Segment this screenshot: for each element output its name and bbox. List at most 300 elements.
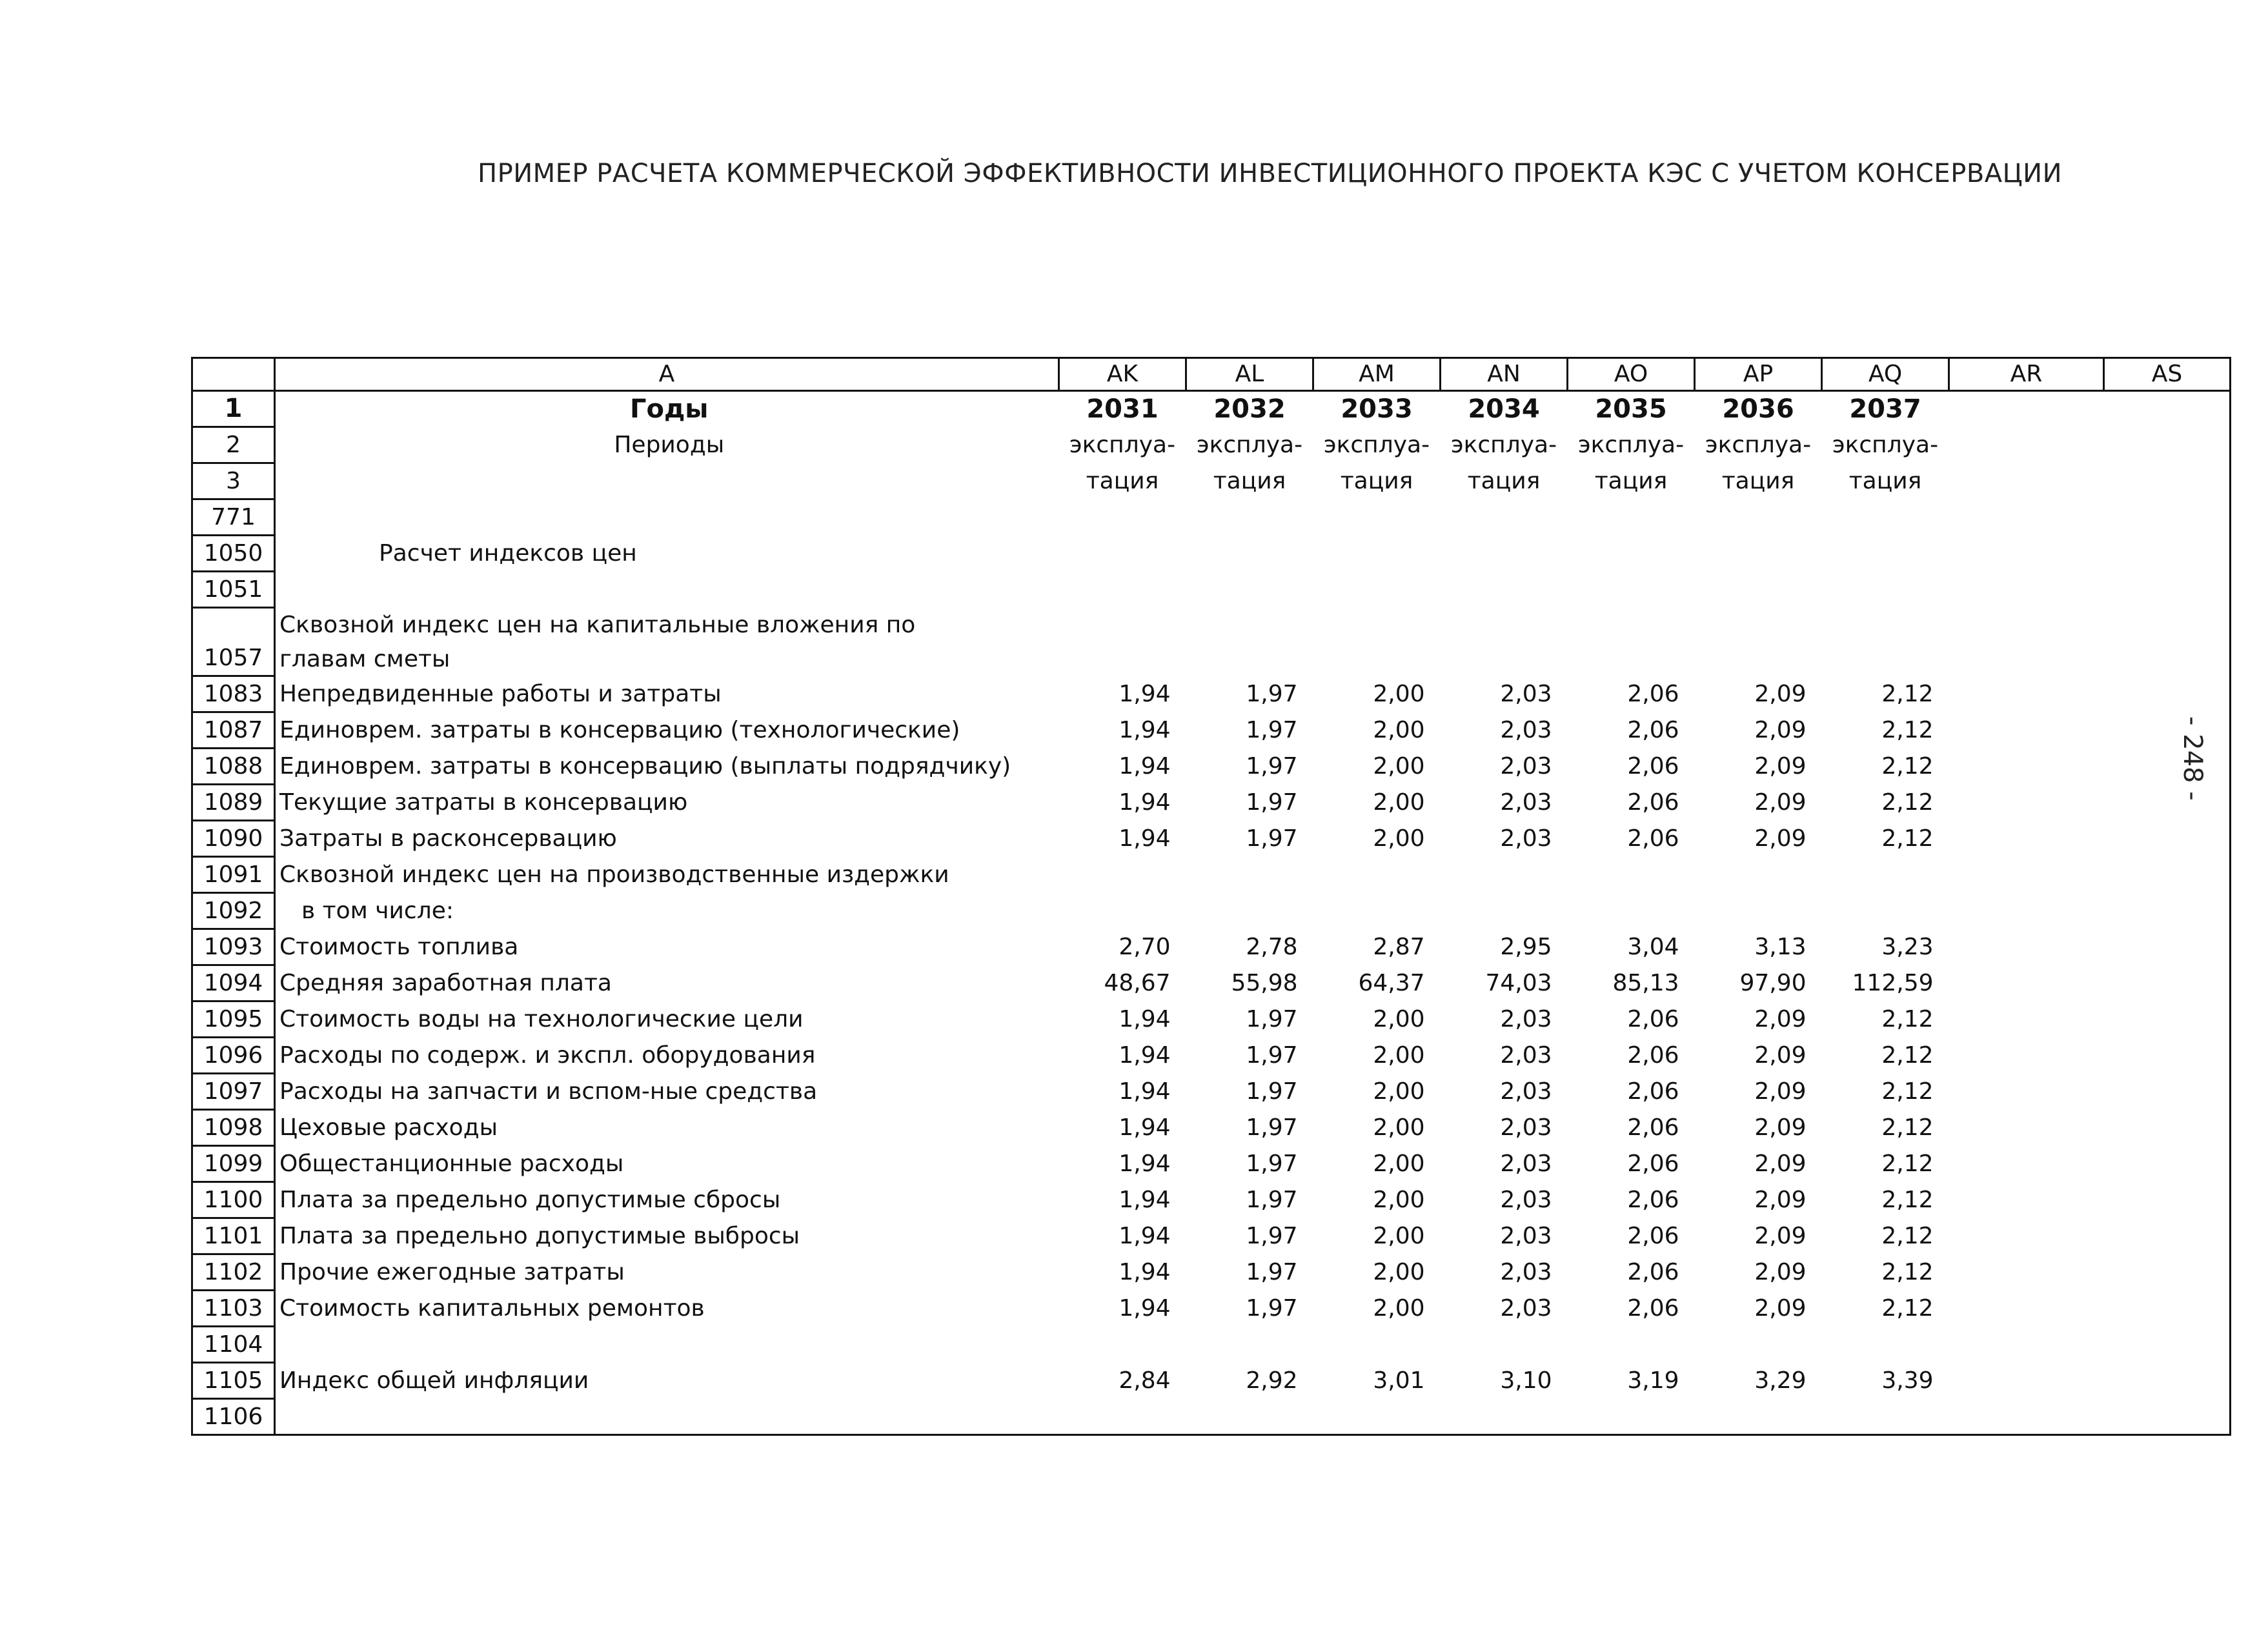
value-cell[interactable] [1568, 1327, 1695, 1363]
value-cell[interactable] [1949, 1001, 2104, 1038]
value-cell[interactable]: 2,92 [1246, 1367, 1298, 1394]
value-cell[interactable] [1313, 1327, 1441, 1363]
value-cell[interactable]: 3,04 [1627, 934, 1679, 960]
value-cell[interactable]: 2,87 [1373, 934, 1425, 960]
value-cell[interactable]: 2,12 [1881, 753, 1934, 780]
value-cell[interactable]: 1,97 [1246, 1295, 1298, 1322]
value-cell[interactable] [1949, 1146, 2104, 1182]
value-cell[interactable]: 2,03 [1500, 1223, 1552, 1249]
value-cell[interactable] [2104, 1110, 2231, 1146]
value-cell[interactable]: 1,97 [1246, 825, 1298, 852]
value-cell[interactable]: 1,97 [1246, 1114, 1298, 1141]
column-header[interactable]: AO [1568, 358, 1695, 391]
row-number[interactable]: 1095 [192, 1001, 275, 1038]
value-cell[interactable] [1186, 1327, 1313, 1363]
value-cell[interactable]: 2,00 [1373, 1042, 1425, 1069]
value-cell[interactable]: 2,12 [1881, 1259, 1934, 1285]
row-number[interactable]: 771 [192, 499, 275, 536]
value-cell[interactable] [1949, 929, 2104, 965]
value-cell[interactable]: 1,97 [1246, 1151, 1298, 1177]
value-cell[interactable] [2104, 1399, 2231, 1435]
header-cell[interactable]: эксплуа- [1577, 432, 1685, 458]
value-cell[interactable] [1568, 572, 1695, 608]
value-cell[interactable]: 1,94 [1119, 1151, 1171, 1177]
value-cell[interactable]: 2,09 [1754, 1223, 1807, 1249]
row-number[interactable]: 1098 [192, 1110, 275, 1146]
value-cell[interactable]: 2,00 [1373, 825, 1425, 852]
value-cell[interactable] [1949, 499, 2104, 536]
row-label[interactable]: Затраты в расконсервацию [275, 821, 1059, 857]
value-cell[interactable] [2104, 1254, 2231, 1291]
value-cell[interactable]: 3,10 [1500, 1367, 1552, 1394]
value-cell[interactable]: 2,00 [1373, 1078, 1425, 1105]
value-cell[interactable] [1949, 1254, 2104, 1291]
value-cell[interactable]: 2,00 [1373, 717, 1425, 743]
value-cell[interactable] [1313, 536, 1441, 572]
value-cell[interactable] [1949, 1182, 2104, 1218]
row-label[interactable]: Единоврем. затраты в консервацию (технологические) [275, 712, 1059, 749]
value-cell[interactable]: 1,94 [1119, 681, 1171, 707]
row-label[interactable]: Непредвиденные работы и затраты [275, 676, 1059, 712]
row-number[interactable]: 1088 [192, 749, 275, 785]
value-cell[interactable] [1313, 572, 1441, 608]
row-label[interactable]: Стоимость топлива [275, 929, 1059, 965]
value-cell[interactable]: 2,03 [1500, 1187, 1552, 1213]
row-label[interactable]: Единоврем. затраты в консервацию (выплаты подрядчику) [275, 749, 1059, 785]
header-cell[interactable] [1949, 463, 2104, 499]
row-number[interactable]: 1051 [192, 572, 275, 608]
row-label[interactable]: Стоимость капитальных ремонтов [275, 1291, 1059, 1327]
value-cell[interactable]: 2,00 [1373, 1187, 1425, 1213]
column-header[interactable]: AQ [1822, 358, 1949, 391]
row-number[interactable]: 1102 [192, 1254, 275, 1291]
row-number[interactable]: 1103 [192, 1291, 275, 1327]
value-cell[interactable]: 1,94 [1119, 1114, 1171, 1141]
value-cell[interactable]: 2,09 [1754, 717, 1807, 743]
header-cell[interactable]: 2033 [1341, 394, 1413, 424]
value-cell[interactable] [1186, 893, 1313, 929]
row-label[interactable]: Средняя заработная плата [275, 965, 1059, 1001]
value-cell[interactable]: 2,06 [1627, 1114, 1679, 1141]
row-label[interactable]: Сквозной индекс цен на производственные издержки [275, 857, 1059, 893]
value-cell[interactable]: 2,09 [1754, 1078, 1807, 1105]
value-cell[interactable] [1949, 1363, 2104, 1399]
row-number[interactable]: 1096 [192, 1038, 275, 1074]
value-cell[interactable]: 1,94 [1119, 1259, 1171, 1285]
header-cell[interactable]: 2031 [1086, 394, 1159, 424]
value-cell[interactable]: 2,00 [1373, 789, 1425, 816]
value-cell[interactable]: 1,94 [1119, 1187, 1171, 1213]
value-cell[interactable]: 2,03 [1500, 681, 1552, 707]
row-number[interactable]: 1093 [192, 929, 275, 965]
value-cell[interactable]: 2,09 [1754, 681, 1807, 707]
value-cell[interactable] [1059, 893, 1186, 929]
value-cell[interactable]: 2,70 [1119, 934, 1171, 960]
value-cell[interactable] [1313, 608, 1441, 676]
row-number[interactable]: 1050 [192, 536, 275, 572]
value-cell[interactable]: 2,09 [1754, 1151, 1807, 1177]
row-label[interactable]: Плата за предельно допустимые выбросы [275, 1218, 1059, 1254]
row-number[interactable]: 1087 [192, 712, 275, 749]
header-cell[interactable]: эксплуа- [1705, 432, 1812, 458]
value-cell[interactable]: 2,06 [1627, 1187, 1679, 1213]
value-cell[interactable] [1441, 857, 1568, 893]
row-number[interactable]: 1099 [192, 1146, 275, 1182]
value-cell[interactable] [2104, 676, 2231, 712]
column-header[interactable]: AK [1059, 358, 1186, 391]
value-cell[interactable] [1822, 857, 1949, 893]
column-header[interactable]: AM [1313, 358, 1441, 391]
value-cell[interactable] [1695, 1399, 1822, 1435]
row-label[interactable]: Расходы по содерж. и экспл. оборудования [275, 1038, 1059, 1074]
value-cell[interactable] [1313, 1399, 1441, 1435]
value-cell[interactable]: 2,12 [1881, 825, 1934, 852]
header-cell[interactable]: эксплуа- [1196, 432, 1303, 458]
value-cell[interactable] [1949, 1291, 2104, 1327]
header-cell[interactable]: эксплуа- [1450, 432, 1557, 458]
value-cell[interactable] [1695, 536, 1822, 572]
value-cell[interactable] [1822, 499, 1949, 536]
value-cell[interactable]: 2,78 [1246, 934, 1298, 960]
value-cell[interactable]: 2,03 [1500, 789, 1552, 816]
value-cell[interactable]: 1,94 [1119, 753, 1171, 780]
value-cell[interactable] [2104, 857, 2231, 893]
value-cell[interactable] [1949, 857, 2104, 893]
value-cell[interactable] [1441, 536, 1568, 572]
value-cell[interactable]: 64,37 [1358, 970, 1425, 996]
header-cell[interactable]: эксплуа- [1323, 432, 1430, 458]
value-cell[interactable]: 1,97 [1246, 1223, 1298, 1249]
header-cell[interactable]: тация [1594, 468, 1668, 494]
value-cell[interactable]: 2,03 [1500, 753, 1552, 780]
value-cell[interactable]: 1,97 [1246, 1042, 1298, 1069]
value-cell[interactable]: 2,06 [1627, 1006, 1679, 1032]
value-cell[interactable] [1949, 965, 2104, 1001]
value-cell[interactable] [1949, 1074, 2104, 1110]
value-cell[interactable]: 1,97 [1246, 1187, 1298, 1213]
value-cell[interactable]: 2,06 [1627, 789, 1679, 816]
value-cell[interactable] [1822, 1327, 1949, 1363]
value-cell[interactable]: 2,12 [1881, 1006, 1934, 1032]
row-label[interactable] [275, 608, 1059, 676]
value-cell[interactable]: 2,09 [1754, 789, 1807, 816]
value-cell[interactable]: 2,12 [1881, 1042, 1934, 1069]
row-label[interactable] [275, 1327, 1059, 1363]
header-cell[interactable]: 2032 [1213, 394, 1286, 424]
value-cell[interactable]: 2,00 [1373, 1151, 1425, 1177]
value-cell[interactable] [1695, 893, 1822, 929]
value-cell[interactable] [1441, 1399, 1568, 1435]
header-cell[interactable]: тация [1213, 468, 1286, 494]
value-cell[interactable] [1186, 608, 1313, 676]
value-cell[interactable] [1695, 857, 1822, 893]
value-cell[interactable]: 2,12 [1881, 1078, 1934, 1105]
value-cell[interactable] [1949, 572, 2104, 608]
value-cell[interactable]: 2,09 [1754, 825, 1807, 852]
value-cell[interactable]: 1,97 [1246, 1078, 1298, 1105]
value-cell[interactable] [2104, 572, 2231, 608]
value-cell[interactable]: 1,97 [1246, 753, 1298, 780]
header-cell[interactable] [2104, 391, 2231, 427]
column-header[interactable]: AS [2104, 358, 2231, 391]
column-header[interactable]: AL [1186, 358, 1313, 391]
value-cell[interactable]: 1,94 [1119, 825, 1171, 852]
value-cell[interactable] [1568, 893, 1695, 929]
value-cell[interactable]: 1,97 [1246, 1006, 1298, 1032]
header-cell[interactable]: тация [1340, 468, 1413, 494]
value-cell[interactable]: 1,94 [1119, 717, 1171, 743]
value-cell[interactable]: 2,00 [1373, 681, 1425, 707]
value-cell[interactable] [1568, 536, 1695, 572]
value-cell[interactable] [1059, 1327, 1186, 1363]
value-cell[interactable]: 2,06 [1627, 753, 1679, 780]
value-cell[interactable]: 2,06 [1627, 1078, 1679, 1105]
value-cell[interactable] [1441, 893, 1568, 929]
value-cell[interactable]: 112,59 [1852, 970, 1934, 996]
row-number[interactable]: 1092 [192, 893, 275, 929]
value-cell[interactable]: 1,94 [1119, 1006, 1171, 1032]
value-cell[interactable]: 74,03 [1485, 970, 1552, 996]
value-cell[interactable] [1822, 1399, 1949, 1435]
value-cell[interactable]: 2,06 [1627, 1042, 1679, 1069]
value-cell[interactable]: 2,09 [1754, 1006, 1807, 1032]
header-cell[interactable] [2104, 463, 2231, 499]
value-cell[interactable]: 2,00 [1373, 1295, 1425, 1322]
header-cell[interactable]: эксплуа- [1069, 432, 1176, 458]
value-cell[interactable] [2104, 749, 2231, 785]
value-cell[interactable] [1949, 1038, 2104, 1074]
value-cell[interactable] [1441, 608, 1568, 676]
value-cell[interactable] [1949, 785, 2104, 821]
row-label[interactable]: Плата за предельно допустимые сбросы [275, 1182, 1059, 1218]
row-label[interactable] [275, 463, 1059, 499]
row-label[interactable]: Индекс общей инфляции [275, 1363, 1059, 1399]
value-cell[interactable] [1186, 1399, 1313, 1435]
value-cell[interactable]: 97,90 [1739, 970, 1807, 996]
value-cell[interactable]: 2,84 [1119, 1367, 1171, 1394]
value-cell[interactable]: 2,06 [1627, 1151, 1679, 1177]
value-cell[interactable] [1568, 857, 1695, 893]
value-cell[interactable] [1313, 893, 1441, 929]
value-cell[interactable] [1441, 1327, 1568, 1363]
row-number[interactable]: 1083 [192, 676, 275, 712]
row-label[interactable]: в том числе: [275, 893, 1059, 929]
value-cell[interactable]: 1,97 [1246, 1259, 1298, 1285]
value-cell[interactable]: 2,06 [1627, 1259, 1679, 1285]
row-number[interactable]: 1105 [192, 1363, 275, 1399]
value-cell[interactable]: 2,00 [1373, 1114, 1425, 1141]
value-cell[interactable] [2104, 536, 2231, 572]
value-cell[interactable] [1186, 572, 1313, 608]
value-cell[interactable]: 2,09 [1754, 1295, 1807, 1322]
value-cell[interactable] [1822, 608, 1949, 676]
column-header[interactable]: AR [1949, 358, 2104, 391]
value-cell[interactable] [1949, 893, 2104, 929]
value-cell[interactable] [1949, 1110, 2104, 1146]
value-cell[interactable] [1949, 749, 2104, 785]
value-cell[interactable] [1695, 608, 1822, 676]
header-cell[interactable]: тация [1086, 468, 1159, 494]
row-number[interactable]: 2 [192, 427, 275, 463]
value-cell[interactable] [1949, 1327, 2104, 1363]
value-cell[interactable]: 2,03 [1500, 1114, 1552, 1141]
value-cell[interactable]: 2,09 [1754, 1042, 1807, 1069]
value-cell[interactable] [2104, 1363, 2231, 1399]
value-cell[interactable]: 2,06 [1627, 825, 1679, 852]
value-cell[interactable] [2104, 1001, 2231, 1038]
row-label[interactable] [275, 499, 1059, 536]
value-cell[interactable]: 2,06 [1627, 681, 1679, 707]
value-cell[interactable] [1822, 572, 1949, 608]
value-cell[interactable]: 2,03 [1500, 1006, 1552, 1032]
row-number[interactable]: 1 [192, 391, 275, 427]
value-cell[interactable] [1695, 499, 1822, 536]
value-cell[interactable] [1186, 857, 1313, 893]
value-cell[interactable]: 1,97 [1246, 717, 1298, 743]
value-cell[interactable] [1949, 608, 2104, 676]
value-cell[interactable]: 3,39 [1881, 1367, 1934, 1394]
row-number[interactable]: 1101 [192, 1218, 275, 1254]
value-cell[interactable]: 2,03 [1500, 1295, 1552, 1322]
value-cell[interactable]: 2,03 [1500, 1151, 1552, 1177]
column-header[interactable]: A [275, 358, 1059, 391]
value-cell[interactable] [1568, 608, 1695, 676]
value-cell[interactable]: 2,06 [1627, 717, 1679, 743]
row-number[interactable]: 1106 [192, 1399, 275, 1435]
header-cell[interactable]: 2037 [1849, 394, 1921, 424]
value-cell[interactable] [2104, 1074, 2231, 1110]
value-cell[interactable]: 2,03 [1500, 717, 1552, 743]
value-cell[interactable] [1059, 499, 1186, 536]
value-cell[interactable] [1949, 821, 2104, 857]
value-cell[interactable]: 2,06 [1627, 1223, 1679, 1249]
header-cell[interactable]: эксплуа- [1832, 432, 1939, 458]
value-cell[interactable]: 1,97 [1246, 681, 1298, 707]
value-cell[interactable]: 2,00 [1373, 753, 1425, 780]
value-cell[interactable]: 2,00 [1373, 1259, 1425, 1285]
value-cell[interactable] [1313, 857, 1441, 893]
value-cell[interactable] [2104, 499, 2231, 536]
value-cell[interactable] [1695, 1327, 1822, 1363]
value-cell[interactable] [1568, 499, 1695, 536]
value-cell[interactable]: 2,03 [1500, 825, 1552, 852]
value-cell[interactable]: 1,94 [1119, 1223, 1171, 1249]
value-cell[interactable] [1059, 1399, 1186, 1435]
value-cell[interactable] [1695, 572, 1822, 608]
row-label[interactable]: Годы [275, 391, 1059, 427]
header-cell[interactable] [2104, 427, 2231, 463]
value-cell[interactable]: 2,12 [1881, 1223, 1934, 1249]
row-label[interactable]: Прочие ежегодные затраты [275, 1254, 1059, 1291]
value-cell[interactable] [1441, 572, 1568, 608]
value-cell[interactable] [2104, 785, 2231, 821]
value-cell[interactable] [1186, 499, 1313, 536]
value-cell[interactable]: 3,19 [1627, 1367, 1679, 1394]
row-label[interactable]: Периоды [275, 427, 1059, 463]
value-cell[interactable] [2104, 1291, 2231, 1327]
column-header[interactable]: AN [1441, 358, 1568, 391]
value-cell[interactable] [2104, 712, 2231, 749]
value-cell[interactable]: 2,09 [1754, 1187, 1807, 1213]
value-cell[interactable] [1313, 499, 1441, 536]
value-cell[interactable] [2104, 821, 2231, 857]
value-cell[interactable]: 3,23 [1881, 934, 1934, 960]
row-number[interactable]: 1089 [192, 785, 275, 821]
row-number[interactable]: 1091 [192, 857, 275, 893]
value-cell[interactable] [2104, 965, 2231, 1001]
value-cell[interactable]: 2,09 [1754, 1259, 1807, 1285]
value-cell[interactable]: 2,06 [1627, 1295, 1679, 1322]
header-cell[interactable]: 2035 [1595, 394, 1667, 424]
row-label[interactable]: Расчет индексов цен [275, 536, 1059, 572]
header-cell[interactable]: 2034 [1468, 394, 1540, 424]
value-cell[interactable]: 1,94 [1119, 1295, 1171, 1322]
value-cell[interactable] [1822, 893, 1949, 929]
row-label[interactable]: Расходы на запчасти и вспом-ные средства [275, 1074, 1059, 1110]
value-cell[interactable] [1949, 1218, 2104, 1254]
header-cell[interactable]: тация [1848, 468, 1922, 494]
value-cell[interactable]: 3,01 [1373, 1367, 1425, 1394]
row-label[interactable]: Общестанционные расходы [275, 1146, 1059, 1182]
value-cell[interactable]: 1,94 [1119, 1078, 1171, 1105]
value-cell[interactable]: 2,00 [1373, 1006, 1425, 1032]
value-cell[interactable] [1059, 572, 1186, 608]
value-cell[interactable]: 2,12 [1881, 681, 1934, 707]
value-cell[interactable]: 2,12 [1881, 1295, 1934, 1322]
value-cell[interactable]: 2,12 [1881, 1187, 1934, 1213]
header-cell[interactable]: 2036 [1722, 394, 1794, 424]
value-cell[interactable] [1949, 536, 2104, 572]
value-cell[interactable]: 1,94 [1119, 1042, 1171, 1069]
value-cell[interactable] [1949, 712, 2104, 749]
value-cell[interactable] [2104, 893, 2231, 929]
value-cell[interactable]: 2,00 [1373, 1223, 1425, 1249]
value-cell[interactable]: 2,03 [1500, 1259, 1552, 1285]
value-cell[interactable] [1949, 676, 2104, 712]
value-cell[interactable]: 3,13 [1754, 934, 1807, 960]
row-number[interactable]: 1097 [192, 1074, 275, 1110]
value-cell[interactable] [1568, 1399, 1695, 1435]
value-cell[interactable] [2104, 929, 2231, 965]
value-cell[interactable]: 2,12 [1881, 1151, 1934, 1177]
header-cell[interactable]: тация [1721, 468, 1795, 494]
value-cell[interactable]: 3,29 [1754, 1367, 1807, 1394]
value-cell[interactable]: 2,03 [1500, 1042, 1552, 1069]
value-cell[interactable]: 2,09 [1754, 1114, 1807, 1141]
value-cell[interactable]: 2,12 [1881, 789, 1934, 816]
value-cell[interactable] [2104, 1146, 2231, 1182]
header-cell[interactable]: тация [1467, 468, 1541, 494]
header-cell[interactable] [1949, 427, 2104, 463]
value-cell[interactable] [1822, 536, 1949, 572]
row-label[interactable]: Текущие затраты в консервацию [275, 785, 1059, 821]
value-cell[interactable] [2104, 1038, 2231, 1074]
row-number[interactable]: 1090 [192, 821, 275, 857]
value-cell[interactable]: 1,94 [1119, 789, 1171, 816]
row-number[interactable]: 1094 [192, 965, 275, 1001]
value-cell[interactable] [2104, 1182, 2231, 1218]
row-label[interactable]: Цеховые расходы [275, 1110, 1059, 1146]
row-label[interactable] [275, 572, 1059, 608]
value-cell[interactable] [2104, 1218, 2231, 1254]
value-cell[interactable]: 48,67 [1104, 970, 1171, 996]
value-cell[interactable]: 2,12 [1881, 717, 1934, 743]
value-cell[interactable] [1949, 1399, 2104, 1435]
value-cell[interactable] [1059, 536, 1186, 572]
value-cell[interactable]: 85,13 [1612, 970, 1679, 996]
value-cell[interactable]: 2,03 [1500, 1078, 1552, 1105]
row-number[interactable]: 1057 [192, 608, 275, 676]
